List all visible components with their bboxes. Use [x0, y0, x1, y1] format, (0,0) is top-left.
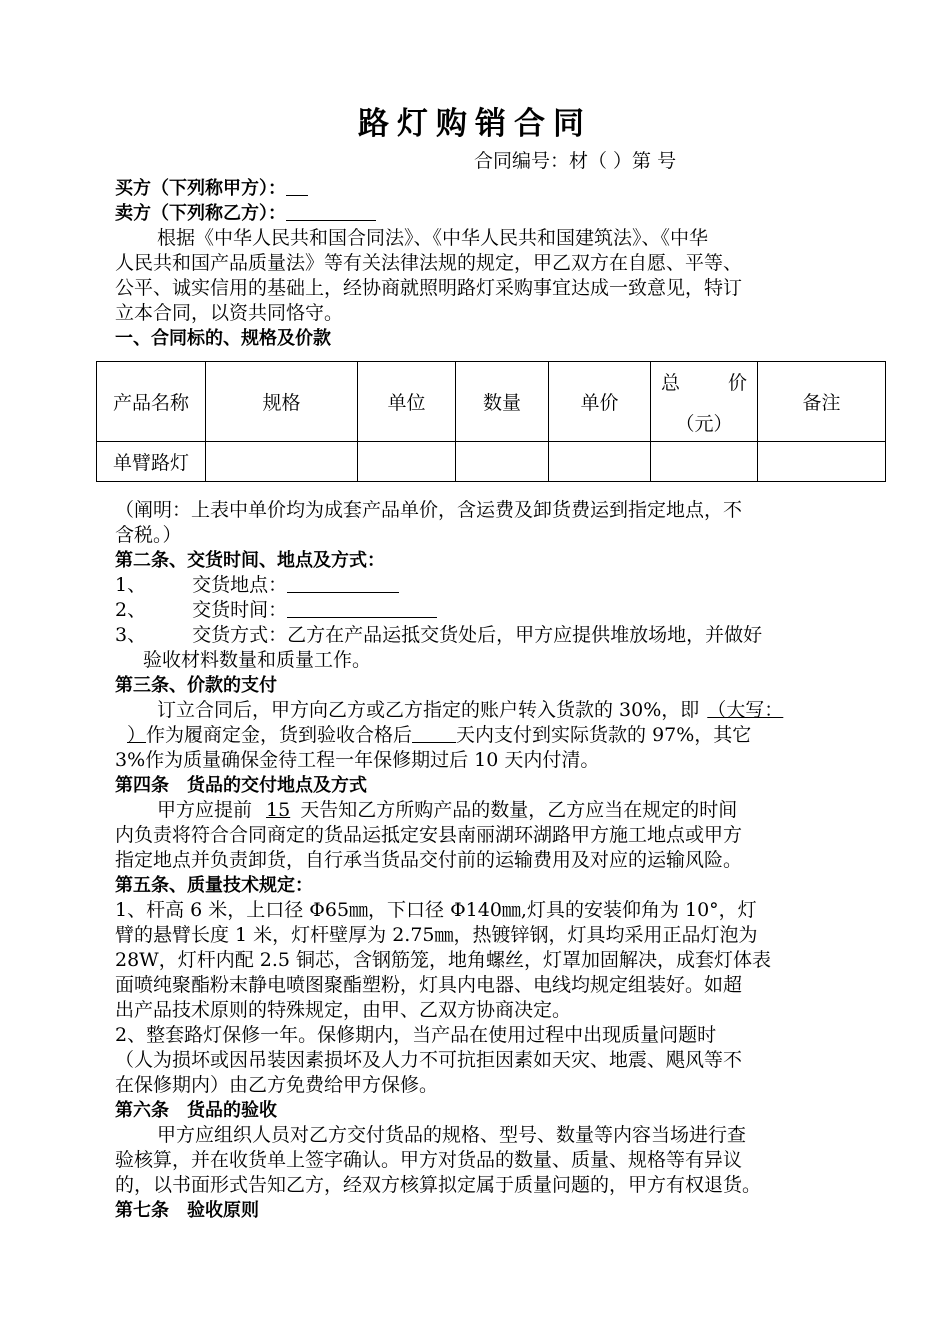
items-table	[96, 361, 886, 482]
delivery-method-cont: 验收材料数量和质量工作。	[143, 649, 372, 671]
header-spec: 规格	[206, 362, 358, 442]
buyer-label: 买方（下列称甲方）：	[115, 178, 286, 199]
section6-heading: 第六条 货品的验收	[115, 1100, 277, 1121]
header-unit: 单位	[358, 362, 456, 442]
header-quantity: 数量	[456, 362, 549, 442]
quality-line: 1、杆高 6 米，上口径 Φ65㎜，下口径 Φ140㎜,灯具的安装仰角为 10°，灯	[115, 899, 757, 921]
header-remarks: 备注	[758, 362, 886, 442]
page-title: 路灯购销合同	[358, 106, 592, 142]
cell-unit[interactable]	[358, 442, 456, 482]
payment-amount-words[interactable]: （大写：	[707, 699, 784, 721]
seller-line	[115, 201, 376, 226]
acceptance-line: 验核算，并在收货单上签字确认。甲方对货品的数量、质量、规格等有异议	[115, 1149, 743, 1171]
acceptance-line: 的，以书面形式告知乙方，经双方核算拟定属于质量问题的，甲方有权退货。	[115, 1174, 762, 1196]
note-line: 含税。）	[115, 524, 182, 546]
buyer-blank[interactable]	[286, 177, 308, 196]
delivery-place-line: 1、 交货地点：	[115, 573, 399, 598]
delivery-notice-line: 内负责将符合合同商定的货品运抵定安县南丽湖环湖路甲方施工地点或甲方	[115, 824, 743, 846]
cell-spec[interactable]	[206, 442, 358, 482]
delivery-place-blank[interactable]	[287, 574, 399, 593]
buyer-line	[115, 176, 308, 201]
cell-quantity[interactable]	[456, 442, 549, 482]
section2-heading: 第二条、交货时间、地点及方式：	[115, 550, 385, 571]
payment-line: ）作为履商定金，货到验收合格后 天内支付到实际货款的 97%，其它	[127, 724, 752, 746]
quality-line: 28W，灯杆内配 2.5 铜芯，含钢筋笼，地角螺丝，灯罩加固解决，成套灯体表	[115, 949, 772, 971]
payment-days-blank[interactable]	[412, 724, 456, 743]
section7-heading: 第七条 验收原则	[115, 1200, 259, 1221]
preamble-line: 公平、诚实信用的基础上，经协商就照明路灯采购事宜达成一致意见，特订	[115, 277, 743, 299]
header-total-right: 价	[727, 371, 747, 394]
delivery-method-line: 3、 交货方式：乙方在产品运抵交货处后，甲方应提供堆放场地，并做好	[115, 624, 763, 646]
contract-number: 合同编号：材（ ）第 号	[474, 150, 677, 172]
delivery-time-blank[interactable]	[287, 599, 437, 618]
seller-blank[interactable]	[286, 202, 376, 221]
cell-product-name: 单臂路灯	[97, 442, 206, 482]
section4-heading: 第四条 货品的交付地点及方式	[115, 775, 367, 796]
header-total-unit: （元）	[675, 412, 733, 435]
section1-heading: 一、合同标的、规格及价款	[115, 328, 331, 349]
note-line: （阐明：上表中单价均为成套产品单价，含运费及卸货费运到指定地点，不	[115, 499, 743, 521]
header-total-price	[651, 362, 758, 442]
section3-heading: 第三条、价款的支付	[115, 675, 277, 696]
quality-line: 2、整套路灯保修一年。保修期内，当产品在使用过程中出现质量问题时	[115, 1024, 717, 1046]
delivery-notice-line: 指定地点并负责卸货，自行承当货品交付前的运输费用及对应的运输风险。	[115, 849, 743, 871]
delivery-notice-line: 甲方应提前 15 天告知乙方所购产品的数量，乙方应当在规定的时间	[157, 799, 738, 821]
cell-total-price[interactable]	[651, 442, 758, 482]
cell-remarks[interactable]	[758, 442, 886, 482]
delivery-time-line: 2、 交货时间：	[115, 598, 437, 623]
preamble-line: 人民共和国产品质量法》等有关法律法规的规定，甲乙双方在自愿、平等、	[115, 252, 743, 274]
quality-line: 臂的悬臂长度 1 米，灯杆壁厚为 2.75㎜，热镀锌钢，灯具均采用正品灯泡为	[115, 924, 758, 946]
section5-heading: 第五条、质量技术规定：	[115, 875, 313, 896]
header-product-name: 产品名称	[97, 362, 206, 442]
seller-label: 卖方（下列称乙方）：	[115, 203, 286, 224]
payment-line: 3%作为质量确保金待工程一年保修期过后 10 天内付清。	[115, 749, 600, 771]
header-unit-price: 单价	[549, 362, 651, 442]
cell-unit-price[interactable]	[549, 442, 651, 482]
quality-line: 面喷纯聚酯粉末静电喷图聚酯塑粉，灯具内电器、电线均规定组装好。如超	[115, 974, 743, 996]
payment-line: 订立合同后，甲方向乙方或乙方指定的账户转入货款的 30%，即 （大写：	[157, 699, 784, 721]
acceptance-line: 甲方应组织人员对乙方交付货品的规格、型号、数量等内容当场进行查	[157, 1124, 747, 1146]
preamble-line: 立本合同，以资共同恪守。	[115, 302, 344, 324]
quality-line: 出产品技术原则的特殊规定，由甲、乙双方协商决定。	[115, 999, 572, 1021]
quality-line: 在保修期内）由乙方免费给甲方保修。	[115, 1074, 439, 1096]
table-header-row	[97, 362, 886, 442]
quality-line: （人为损坏或因吊装因素损坏及人力不可抗拒因素如天灾、地震、飓风等不	[115, 1049, 743, 1071]
header-total-left: 总	[661, 371, 681, 394]
preamble-line: 根据《中华人民共和国合同法》、《中华人民共和国建筑法》、《中华	[157, 227, 709, 249]
table-row	[97, 442, 886, 482]
notice-days-value[interactable]: 15	[266, 799, 291, 821]
